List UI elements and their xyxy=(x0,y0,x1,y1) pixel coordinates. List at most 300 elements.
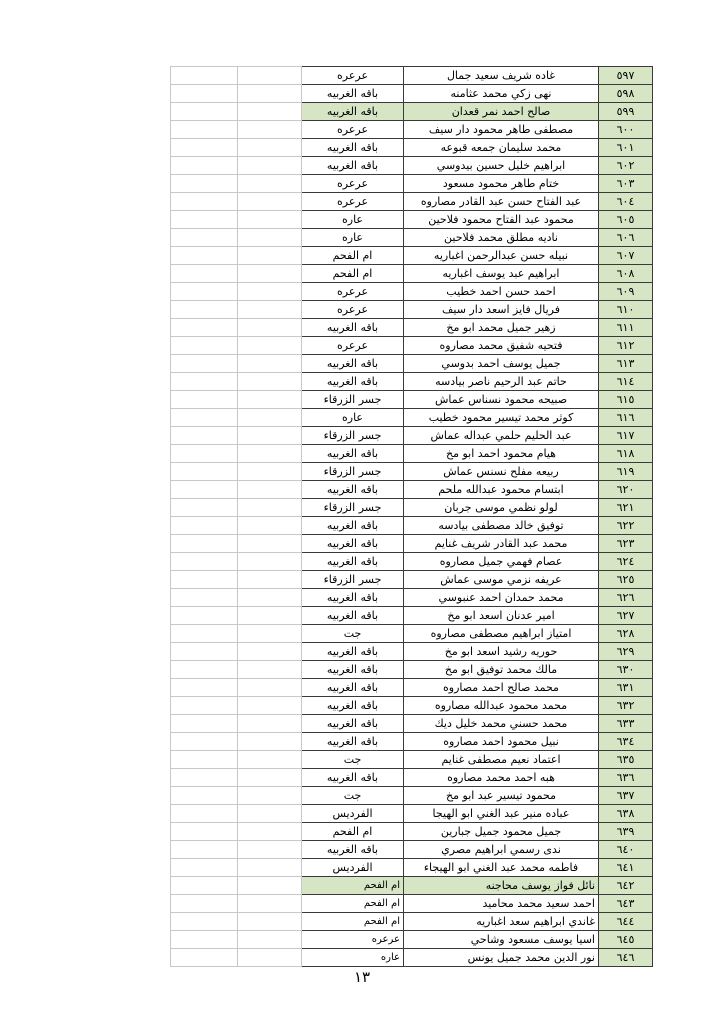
empty-cell xyxy=(238,463,302,481)
name-cell: نبيل محمود احمد مصاروه xyxy=(404,733,599,751)
table-row xyxy=(171,211,653,229)
empty-cell xyxy=(238,373,302,391)
empty-cell xyxy=(171,625,238,643)
serial-number-cell: ٦١٢ xyxy=(599,337,653,355)
empty-cell xyxy=(238,841,302,859)
serial-number-cell: ٦٠٧ xyxy=(599,247,653,265)
empty-cell xyxy=(238,337,302,355)
empty-cell xyxy=(171,103,238,121)
name-cell: عبد الحليم حلمي عبداله عماش xyxy=(404,427,599,445)
empty-cell xyxy=(171,895,238,913)
serial-number-cell: ٦٠٣ xyxy=(599,175,653,193)
city-cell: ام الفحم xyxy=(302,877,404,895)
city-cell: باقه الغربيه xyxy=(302,553,404,571)
name-cell: هبه احمد محمد مصاروه xyxy=(404,769,599,787)
name-cell: نبيله حسن عبدالرحمن اغباريه xyxy=(404,247,599,265)
table-row xyxy=(171,157,653,175)
serial-number-cell: ٦٣٣ xyxy=(599,715,653,733)
city-cell: باقه الغربيه xyxy=(302,841,404,859)
city-cell: باقه الغربيه xyxy=(302,517,404,535)
serial-number-cell: ٦١٦ xyxy=(599,409,653,427)
empty-cell xyxy=(171,481,238,499)
name-cell: كوثر محمد تيسير محمود خطيب xyxy=(404,409,599,427)
name-cell: احمد سعيد محمد محاميد xyxy=(404,895,599,913)
serial-number-cell: ٦١٠ xyxy=(599,301,653,319)
empty-cell xyxy=(238,787,302,805)
table-row xyxy=(171,859,653,877)
name-cell: امتياز ابراهيم مصطفى مصاروه xyxy=(404,625,599,643)
name-cell: محمد حمدان احمد عنبوسي xyxy=(404,589,599,607)
empty-cell xyxy=(238,805,302,823)
empty-cell xyxy=(171,859,238,877)
empty-cell xyxy=(171,427,238,445)
serial-number-cell: ٦٤٥ xyxy=(599,931,653,949)
city-cell: باقه الغربيه xyxy=(302,481,404,499)
serial-number-cell: ٦٢١ xyxy=(599,499,653,517)
empty-cell xyxy=(171,787,238,805)
table-row xyxy=(171,769,653,787)
name-cell: محمد سليمان جمعه قبوعه xyxy=(404,139,599,157)
serial-number-cell: ٦٠٤ xyxy=(599,193,653,211)
empty-cell xyxy=(171,499,238,517)
empty-cell xyxy=(171,319,238,337)
table-row xyxy=(171,139,653,157)
city-cell: جسر الزرقاء xyxy=(302,499,404,517)
name-cell: امير عدنان اسعد ابو مخ xyxy=(404,607,599,625)
empty-cell xyxy=(238,175,302,193)
table-row xyxy=(171,787,653,805)
empty-cell xyxy=(238,607,302,625)
serial-number-cell: ٦٣٥ xyxy=(599,751,653,769)
table-row xyxy=(171,373,653,391)
empty-cell xyxy=(171,751,238,769)
empty-cell xyxy=(171,733,238,751)
table-row xyxy=(171,175,653,193)
serial-number-cell: ٦٢٤ xyxy=(599,553,653,571)
name-cell: محمد صالح احمد مصاروه xyxy=(404,679,599,697)
name-cell: نور الدين محمد جميل يونس xyxy=(404,949,599,967)
serial-number-cell: ٦٣٧ xyxy=(599,787,653,805)
empty-cell xyxy=(171,517,238,535)
table-row xyxy=(171,67,653,85)
serial-number-cell: ٦١٨ xyxy=(599,445,653,463)
serial-number-cell: ٦٢٩ xyxy=(599,643,653,661)
name-cell: غاندي ابراهيم سعد اغباريه xyxy=(404,913,599,931)
name-cell: هيام محمود احمد ابو مخ xyxy=(404,445,599,463)
name-cell: صبيحه محمود نسناس عماش xyxy=(404,391,599,409)
serial-number-cell: ٦٣٨ xyxy=(599,805,653,823)
table-row xyxy=(171,337,653,355)
name-cell: ختام طاهر محمود مسعود xyxy=(404,175,599,193)
city-cell: عاره xyxy=(302,211,404,229)
serial-number-cell: ٦٤٣ xyxy=(599,895,653,913)
serial-number-cell: ٦١٩ xyxy=(599,463,653,481)
city-cell: ام الفحم xyxy=(302,913,404,931)
city-cell: ام الفحم xyxy=(302,895,404,913)
table-row xyxy=(171,535,653,553)
table-row xyxy=(171,697,653,715)
table-row xyxy=(171,409,653,427)
table-row xyxy=(171,427,653,445)
table-row xyxy=(171,445,653,463)
empty-cell xyxy=(238,445,302,463)
name-cell: محمد حسني محمد خليل ديك xyxy=(404,715,599,733)
empty-cell xyxy=(171,355,238,373)
empty-cell xyxy=(171,283,238,301)
city-cell: باقه الغربيه xyxy=(302,319,404,337)
empty-cell xyxy=(171,445,238,463)
empty-cell xyxy=(238,499,302,517)
serial-number-cell: ٦٣٦ xyxy=(599,769,653,787)
city-cell: ام الفحم xyxy=(302,823,404,841)
empty-cell xyxy=(238,391,302,409)
roster-body xyxy=(171,67,653,967)
empty-cell xyxy=(171,391,238,409)
city-cell: عرعره xyxy=(302,283,404,301)
empty-cell xyxy=(238,283,302,301)
table-row xyxy=(171,283,653,301)
serial-number-cell: ٦٢٣ xyxy=(599,535,653,553)
empty-cell xyxy=(238,751,302,769)
city-cell: جت xyxy=(302,625,404,643)
table-row xyxy=(171,85,653,103)
name-cell: احمد حسن احمد خطيب xyxy=(404,283,599,301)
page-number: ١٣ xyxy=(353,968,371,986)
empty-cell xyxy=(238,895,302,913)
serial-number-cell: ٦٤٤ xyxy=(599,913,653,931)
city-cell: جت xyxy=(302,787,404,805)
city-cell: باقه الغربيه xyxy=(302,769,404,787)
empty-cell xyxy=(171,769,238,787)
empty-cell xyxy=(238,913,302,931)
table-row xyxy=(171,661,653,679)
empty-cell xyxy=(238,697,302,715)
empty-cell xyxy=(171,211,238,229)
name-cell: محمود عبد الفتاح محمود فلاحين xyxy=(404,211,599,229)
name-cell: توفيق خالد مصطفى بيادسه xyxy=(404,517,599,535)
city-cell: جسر الزرقاء xyxy=(302,463,404,481)
city-cell: باقه الغربيه xyxy=(302,535,404,553)
roster-table xyxy=(170,66,653,967)
name-cell: صالح احمد نمر قعدان xyxy=(404,103,599,121)
empty-cell xyxy=(238,481,302,499)
name-cell: عريفه نزمي موسى عماش xyxy=(404,571,599,589)
name-cell: ابراهيم خليل حسين بيدوسي xyxy=(404,157,599,175)
city-cell: باقه الغربيه xyxy=(302,157,404,175)
name-cell: ابراهيم عبد يوسف اغباريه xyxy=(404,265,599,283)
city-cell: باقه الغربيه xyxy=(302,715,404,733)
empty-cell xyxy=(238,931,302,949)
empty-cell xyxy=(171,85,238,103)
table-row xyxy=(171,589,653,607)
table-row xyxy=(171,823,653,841)
name-cell: مصطفى طاهر محمود دار سيف xyxy=(404,121,599,139)
empty-cell xyxy=(238,679,302,697)
city-cell: جت xyxy=(302,751,404,769)
name-cell: محمد محمود عبدالله مصاروه xyxy=(404,697,599,715)
empty-cell xyxy=(171,265,238,283)
serial-number-cell: ٦١٧ xyxy=(599,427,653,445)
name-cell: مالك محمد توفيق ابو مخ xyxy=(404,661,599,679)
serial-number-cell: ٦٢٠ xyxy=(599,481,653,499)
empty-cell xyxy=(238,553,302,571)
city-cell: باقه الغربيه xyxy=(302,643,404,661)
table-row xyxy=(171,265,653,283)
name-cell: عبد الفتاح حسن عبد القادر مصاروه xyxy=(404,193,599,211)
name-cell: ربيعه مفلح نسنس عماش xyxy=(404,463,599,481)
empty-cell xyxy=(238,319,302,337)
empty-cell xyxy=(238,877,302,895)
serial-number-cell: ٦٢٧ xyxy=(599,607,653,625)
serial-number-cell: ٥٩٩ xyxy=(599,103,653,121)
empty-cell xyxy=(171,553,238,571)
serial-number-cell: ٦٢٥ xyxy=(599,571,653,589)
empty-cell xyxy=(171,643,238,661)
serial-number-cell: ٦١٥ xyxy=(599,391,653,409)
city-cell: عاره xyxy=(302,229,404,247)
name-cell: محمد عبد القادر شريف غنايم xyxy=(404,535,599,553)
table-row xyxy=(171,733,653,751)
serial-number-cell: ٦٤٦ xyxy=(599,949,653,967)
empty-cell xyxy=(238,103,302,121)
city-cell: عرعره xyxy=(302,67,404,85)
table-row xyxy=(171,571,653,589)
empty-cell xyxy=(171,715,238,733)
empty-cell xyxy=(171,679,238,697)
table-row xyxy=(171,121,653,139)
name-cell: زهير جميل محمد ابو مخ xyxy=(404,319,599,337)
empty-cell xyxy=(238,301,302,319)
table-row xyxy=(171,355,653,373)
city-cell: جسر الزرقاء xyxy=(302,427,404,445)
empty-cell xyxy=(238,229,302,247)
empty-cell xyxy=(238,355,302,373)
city-cell: باقه الغربيه xyxy=(302,607,404,625)
serial-number-cell: ٦١١ xyxy=(599,319,653,337)
serial-number-cell: ٦٠١ xyxy=(599,139,653,157)
name-cell: ابتسام محمود عبدالله ملحم xyxy=(404,481,599,499)
city-cell: باقه الغربيه xyxy=(302,445,404,463)
name-cell: غاده شريف سعيد جمال xyxy=(404,67,599,85)
table-row xyxy=(171,841,653,859)
empty-cell xyxy=(238,643,302,661)
table-row xyxy=(171,517,653,535)
city-cell: باقه الغربيه xyxy=(302,103,404,121)
empty-cell xyxy=(238,211,302,229)
empty-cell xyxy=(171,67,238,85)
empty-cell xyxy=(171,301,238,319)
empty-cell xyxy=(238,535,302,553)
name-cell: حوريه رشيد اسعد ابو مخ xyxy=(404,643,599,661)
empty-cell xyxy=(238,823,302,841)
city-cell: ام الفحم xyxy=(302,265,404,283)
name-cell: نائل فواز يوسف محاجنه xyxy=(404,877,599,895)
city-cell: باقه الغربيه xyxy=(302,139,404,157)
name-cell: اسيا يوسف مسعود وشاحي xyxy=(404,931,599,949)
table-row xyxy=(171,319,653,337)
table-row xyxy=(171,949,653,967)
empty-cell xyxy=(238,247,302,265)
empty-cell xyxy=(238,139,302,157)
table-row xyxy=(171,751,653,769)
table-row xyxy=(171,895,653,913)
table-row xyxy=(171,877,653,895)
empty-cell xyxy=(171,571,238,589)
city-cell: ام الفحم xyxy=(302,247,404,265)
empty-cell xyxy=(171,841,238,859)
empty-cell xyxy=(238,715,302,733)
empty-cell xyxy=(171,175,238,193)
serial-number-cell: ٦٣٢ xyxy=(599,697,653,715)
serial-number-cell: ٦٢٢ xyxy=(599,517,653,535)
table-row xyxy=(171,481,653,499)
serial-number-cell: ٦٤١ xyxy=(599,859,653,877)
empty-cell xyxy=(238,949,302,967)
city-cell: عاره xyxy=(302,409,404,427)
empty-cell xyxy=(238,67,302,85)
table-row xyxy=(171,463,653,481)
name-cell: محمود تيسير عبد ابو مخ xyxy=(404,787,599,805)
serial-number-cell: ٦٣٠ xyxy=(599,661,653,679)
table-row xyxy=(171,805,653,823)
serial-number-cell: ٦١٤ xyxy=(599,373,653,391)
empty-cell xyxy=(238,193,302,211)
serial-number-cell: ٦٣١ xyxy=(599,679,653,697)
name-cell: نهى زكي محمد عثامنه xyxy=(404,85,599,103)
serial-number-cell: ٦٣٤ xyxy=(599,733,653,751)
empty-cell xyxy=(238,265,302,283)
serial-number-cell: ٦٤٢ xyxy=(599,877,653,895)
city-cell: عرعره xyxy=(302,121,404,139)
empty-cell xyxy=(171,139,238,157)
empty-cell xyxy=(171,337,238,355)
table-row xyxy=(171,229,653,247)
empty-cell xyxy=(171,409,238,427)
table-row xyxy=(171,679,653,697)
name-cell: فاطمه محمد عبد الغني ابو الهيجاء xyxy=(404,859,599,877)
table-row xyxy=(171,193,653,211)
empty-cell xyxy=(171,229,238,247)
empty-cell xyxy=(171,949,238,967)
serial-number-cell: ٦٠٦ xyxy=(599,229,653,247)
empty-cell xyxy=(238,427,302,445)
city-cell: عرعره xyxy=(302,175,404,193)
serial-number-cell: ٦٣٩ xyxy=(599,823,653,841)
name-cell: اعتماد نعيم مصطفى غنايم xyxy=(404,751,599,769)
empty-cell xyxy=(171,121,238,139)
table-row xyxy=(171,301,653,319)
empty-cell xyxy=(238,589,302,607)
table-row xyxy=(171,625,653,643)
name-cell: ناديه مطلق محمد فلاحين xyxy=(404,229,599,247)
name-cell: جميل محمود جميل جبارين xyxy=(404,823,599,841)
empty-cell xyxy=(171,373,238,391)
city-cell: باقه الغربيه xyxy=(302,85,404,103)
empty-cell xyxy=(238,409,302,427)
empty-cell xyxy=(238,517,302,535)
table-row xyxy=(171,715,653,733)
serial-number-cell: ٦٠٠ xyxy=(599,121,653,139)
empty-cell xyxy=(238,661,302,679)
serial-number-cell: ٦٤٠ xyxy=(599,841,653,859)
empty-cell xyxy=(171,535,238,553)
city-cell: باقه الغربيه xyxy=(302,355,404,373)
empty-cell xyxy=(171,823,238,841)
table-row xyxy=(171,499,653,517)
empty-cell xyxy=(171,589,238,607)
empty-cell xyxy=(171,607,238,625)
serial-number-cell: ٥٩٧ xyxy=(599,67,653,85)
table-row xyxy=(171,931,653,949)
city-cell: الفرديس xyxy=(302,859,404,877)
empty-cell xyxy=(171,805,238,823)
city-cell: عرعره xyxy=(302,931,404,949)
empty-cell xyxy=(238,121,302,139)
empty-cell xyxy=(238,571,302,589)
city-cell: باقه الغربيه xyxy=(302,697,404,715)
city-cell: الفرديس xyxy=(302,805,404,823)
empty-cell xyxy=(238,157,302,175)
table-row xyxy=(171,643,653,661)
empty-cell xyxy=(238,733,302,751)
empty-cell xyxy=(238,625,302,643)
city-cell: عرعره xyxy=(302,193,404,211)
city-cell: باقه الغربيه xyxy=(302,589,404,607)
serial-number-cell: ٦٠٥ xyxy=(599,211,653,229)
empty-cell xyxy=(171,697,238,715)
empty-cell xyxy=(171,877,238,895)
empty-cell xyxy=(171,193,238,211)
empty-cell xyxy=(171,931,238,949)
empty-cell xyxy=(171,157,238,175)
city-cell: باقه الغربيه xyxy=(302,733,404,751)
city-cell: جسر الزرقاء xyxy=(302,571,404,589)
name-cell: عباده منير عبد الغني ابو الهيجا xyxy=(404,805,599,823)
serial-number-cell: ٦٢٨ xyxy=(599,625,653,643)
city-cell: باقه الغربيه xyxy=(302,373,404,391)
name-cell: فريال فايز اسعد دار سيف xyxy=(404,301,599,319)
empty-cell xyxy=(238,85,302,103)
name-cell: حاتم عبد الرحيم ناصر بيادسه xyxy=(404,373,599,391)
city-cell: عرعره xyxy=(302,337,404,355)
city-cell: عرعره xyxy=(302,301,404,319)
serial-number-cell: ٥٩٨ xyxy=(599,85,653,103)
serial-number-cell: ٦١٣ xyxy=(599,355,653,373)
name-cell: لولو نظمي موسى جربان xyxy=(404,499,599,517)
serial-number-cell: ٦٠٩ xyxy=(599,283,653,301)
name-cell: ندى رسمي ابراهيم مصري xyxy=(404,841,599,859)
empty-cell xyxy=(171,913,238,931)
city-cell: باقه الغربيه xyxy=(302,661,404,679)
table-row xyxy=(171,553,653,571)
city-cell: عاره xyxy=(302,949,404,967)
name-cell: جميل يوسف احمد بدوسي xyxy=(404,355,599,373)
table-row xyxy=(171,103,653,121)
empty-cell xyxy=(238,859,302,877)
table-row xyxy=(171,247,653,265)
table-row xyxy=(171,913,653,931)
name-cell: عصام فهمي جميل مصاروه xyxy=(404,553,599,571)
serial-number-cell: ٦٠٨ xyxy=(599,265,653,283)
table-row xyxy=(171,607,653,625)
empty-cell xyxy=(238,769,302,787)
table-row xyxy=(171,391,653,409)
city-cell: باقه الغربيه xyxy=(302,679,404,697)
empty-cell xyxy=(171,661,238,679)
serial-number-cell: ٦٠٢ xyxy=(599,157,653,175)
city-cell: جسر الزرقاء xyxy=(302,391,404,409)
serial-number-cell: ٦٢٦ xyxy=(599,589,653,607)
